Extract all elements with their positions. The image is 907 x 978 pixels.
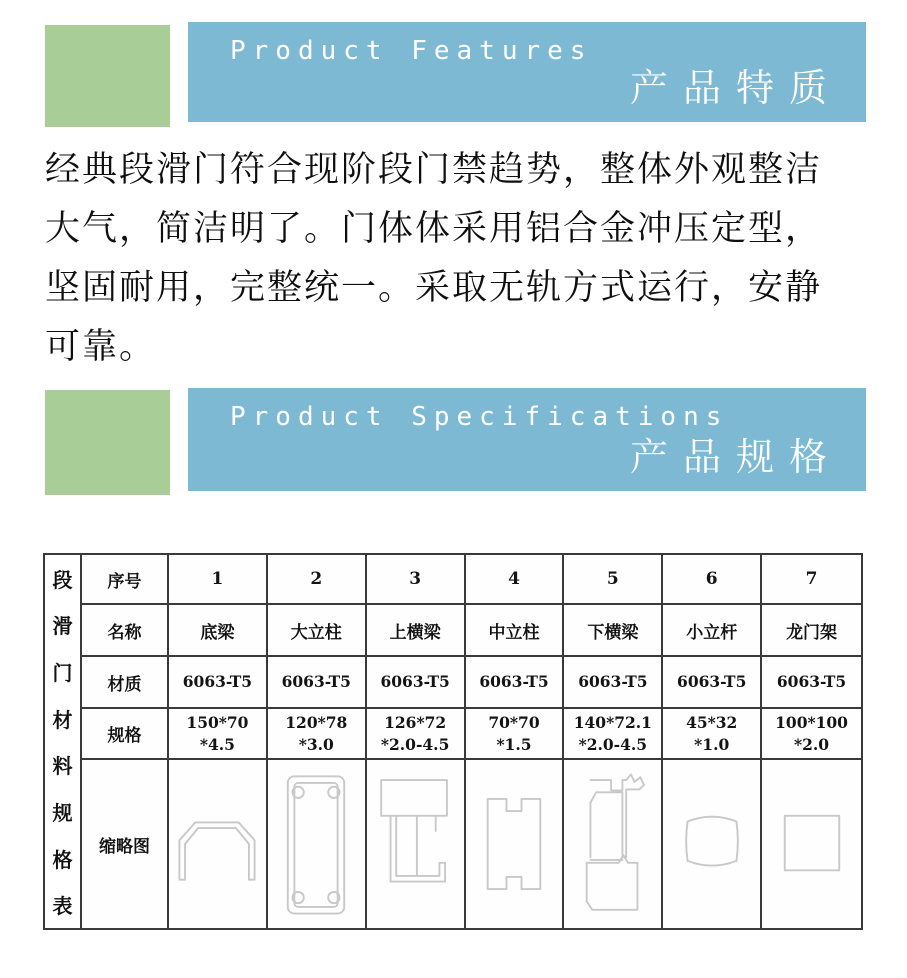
vertical-title-char: 格 [52,849,73,872]
spec-cell-4 [466,709,565,760]
name-cell-1: 底梁 [169,605,268,657]
spec-line1: 126*72 [384,712,447,732]
spec-table [43,553,863,930]
material-cell-1: 6063-T5 [169,657,268,709]
spec-line1: 140*72.1 [573,712,652,732]
spec-line1: 150*70 [186,712,249,732]
material-cell-6: 6063-T5 [663,657,762,709]
name-cell-6: 小立杆 [663,605,762,657]
features-title-en: Product Features [230,36,593,66]
spec-line1: 120*78 [285,712,348,732]
description-line: 坚固耐用，完整统一。采取无轨方式运行，安静 [45,268,823,307]
spec-cell-3 [367,709,466,760]
specs-banner [188,388,866,491]
row-label-thumbnail: 缩略图 [82,760,169,928]
description-line: 经典段滑门符合现阶段门禁趋势，整体外观整洁 [45,150,823,189]
spec-cell-7 [762,709,861,760]
top-rail-profile-icon [367,760,466,928]
spec-line2: *2.0 [794,734,830,754]
index-cell-1: 1 [169,555,268,605]
spec-line2: *2.0-4.5 [578,734,648,754]
spec-line1: 100*100 [775,712,848,732]
spec-cell-6 [663,709,762,760]
description-line: 可靠。 [45,327,157,366]
spec-cell-5 [564,709,663,760]
vertical-title-char: 门 [52,663,73,686]
row-label-spec: 规格 [82,709,169,760]
material-cell-5: 6063-T5 [564,657,663,709]
spec-line2: *2.0-4.5 [380,734,450,754]
name-cell-4: 中立柱 [466,605,565,657]
square-profile-icon [762,760,861,928]
name-cell-3: 上横梁 [367,605,466,657]
spec-line2: *1.5 [496,734,532,754]
spec-cell-2 [268,709,367,760]
index-cell-7: 7 [762,555,861,605]
material-cell-7: 6063-T5 [762,657,861,709]
name-cell-2: 大立柱 [268,605,367,657]
features-green-block [45,25,170,127]
spec-line1: 45*32 [686,712,738,732]
material-cell-3: 6063-T5 [367,657,466,709]
material-cell-2: 6063-T5 [268,657,367,709]
index-cell-5: 5 [564,555,663,605]
h-notch-profile-icon [466,760,565,928]
row-label-index: 序号 [82,555,169,605]
barrel-profile-icon [663,760,762,928]
hat-channel-profile-icon [169,760,268,928]
index-cell-6: 6 [663,555,762,605]
description-line: 大气，简洁明了。门体体采用铝合金冲压定型， [45,209,823,248]
row-label-material: 材质 [82,657,169,709]
name-cell-5: 下横梁 [564,605,663,657]
specs-title-zh: 产品规格 [629,437,842,479]
vertical-title-char: 规 [52,802,73,825]
features-title-zh: 产品特质 [629,68,842,110]
specs-title-en: Product Specifications [230,402,729,432]
index-cell-4: 4 [466,555,565,605]
name-cell-7: 龙门架 [762,605,861,657]
table-vertical-title [45,555,82,928]
vertical-title-char: 段 [52,569,73,592]
index-cell-3: 3 [367,555,466,605]
material-cell-4: 6063-T5 [466,657,565,709]
vertical-title-char: 料 [52,756,73,779]
specs-green-block [45,390,170,495]
spec-line2: *4.5 [199,734,235,754]
rect-corner-holes-profile-icon [268,760,367,928]
index-cell-2: 2 [268,555,367,605]
spec-cell-1 [169,709,268,760]
table-grid [82,555,861,928]
bottom-rail-profile-icon [564,760,663,928]
vertical-title-char: 表 [52,896,73,919]
vertical-title-char: 滑 [52,616,73,639]
vertical-title-char: 材 [52,709,73,732]
spec-line1: 70*70 [488,712,540,732]
spec-line2: *1.0 [694,734,730,754]
features-banner [188,22,866,122]
product-description [45,140,870,376]
spec-line2: *3.0 [298,734,334,754]
row-label-name: 名称 [82,605,169,657]
